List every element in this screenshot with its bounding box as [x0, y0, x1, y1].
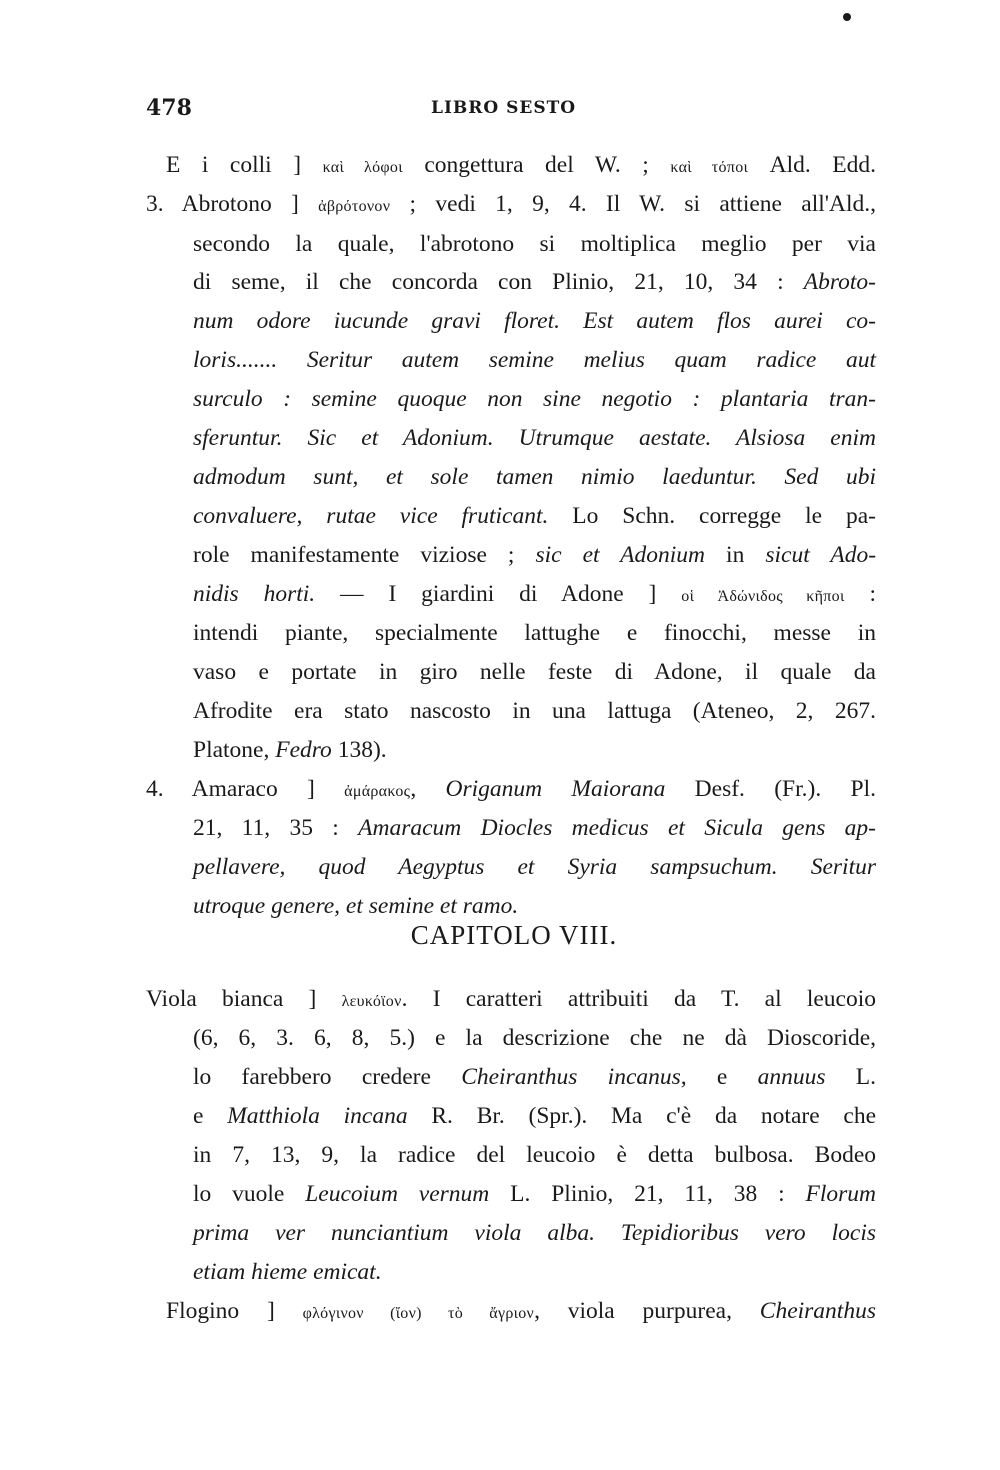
text-span: Lo Schn. corregge le pa-: [548, 503, 876, 529]
greek-term: καὶ τόποι: [670, 159, 749, 176]
text-span: . I caratteri attribuiti da T. al leucoio: [401, 986, 876, 1012]
text-span: , e: [680, 1064, 758, 1090]
text-span: 138).: [331, 737, 387, 763]
text-line: [193, 1257, 382, 1287]
text-span: Platone,: [193, 737, 276, 763]
text-line: [193, 1062, 876, 1092]
text-line: [193, 229, 876, 259]
text-span: E i colli ]: [166, 152, 323, 178]
text-span: ,: [410, 776, 446, 802]
text-span: L. Plinio, 21, 11, 38 :: [489, 1181, 806, 1207]
italic-text: Origanum Maiorana: [445, 776, 666, 802]
text-line: [193, 423, 876, 453]
text-span: ; vedi 1, 9, 4. Il W. si attiene all'Ald.,: [390, 191, 876, 217]
italic-text: prima ver nunciantium viola alba. Tepidioribus vero locis: [193, 1220, 876, 1246]
text-line: [146, 984, 876, 1017]
text-line: [193, 1140, 876, 1170]
text-line: [193, 891, 518, 921]
text-line: [193, 1218, 876, 1248]
text-span: 4. Amaraco ]: [146, 776, 345, 802]
italic-text: num odore iucunde gravi floret. Est autem flos aurei co-: [193, 308, 876, 334]
italic-text: surculo : semine quoque non sine negotio : plantaria tran-: [193, 386, 876, 412]
italic-text: annuus: [757, 1064, 826, 1090]
text-line: [193, 852, 876, 882]
text-span: Desf. (Fr.). Pl.: [665, 776, 876, 802]
text-line: [193, 1101, 876, 1131]
text-span: lo farebbero credere: [193, 1064, 462, 1090]
greek-term: φλόγινον (ἴον) τὸ ἄγριον: [302, 1305, 535, 1322]
text-line: [146, 189, 876, 222]
text-line: [193, 657, 876, 687]
page-header: [146, 95, 876, 125]
italic-text: utroque genere, et semine et ramo.: [193, 893, 519, 919]
italic-text: Leucoium vernum: [305, 1181, 490, 1207]
text-span: di seme, il che concorda con Plinio, 21, 10, 34 :: [193, 269, 804, 295]
text-line: [193, 618, 876, 648]
italic-text: Fedro: [275, 737, 332, 763]
text-span: congettura del W. ;: [402, 152, 671, 178]
text-line: [166, 1296, 876, 1329]
text-span: 21, 11, 35 :: [193, 815, 359, 841]
italic-text: admodum sunt, et sole tamen nimio laeduntur. Sed ubi: [193, 464, 876, 490]
italic-text: pellavere, quod Aegyptus et Syria sampsuchum. Seritur: [193, 854, 876, 880]
text-line: [193, 306, 876, 336]
text-span: secondo la quale, l'abrotono si moltiplica meglio per via: [193, 231, 876, 257]
page-number: 478: [146, 95, 192, 121]
text-line: [146, 774, 876, 807]
text-span: :: [844, 581, 876, 607]
greek-term: καὶ λόφοι: [322, 159, 403, 176]
text-line: [193, 501, 876, 531]
text-span: (6, 6, 3. 6, 8, 5.) e la descrizione che ne dà Dioscoride,: [193, 1025, 876, 1051]
text-line: [193, 345, 876, 375]
text-line: [193, 1023, 876, 1053]
text-span: role manifestamente viziose ;: [193, 542, 536, 568]
text-line: [193, 579, 876, 612]
ink-dot: [843, 13, 851, 21]
italic-text: Cheiranthus incanus: [461, 1064, 681, 1090]
greek-term: οἱ Ἀδώνιδος κῆποι: [681, 588, 845, 605]
text-line: [193, 735, 387, 765]
text-span: 3. Abrotono ]: [146, 191, 319, 217]
text-span: Afrodite era stato nascosto in una lattuga (Ateneo, 2, 267.: [193, 698, 876, 724]
text-span: lo vuole: [193, 1181, 306, 1207]
italic-text: Cheiranthus: [759, 1298, 876, 1324]
text-line: [193, 813, 876, 843]
text-span: Ald. Edd.: [748, 152, 877, 178]
text-line: [193, 540, 876, 570]
text-span: in: [705, 542, 766, 568]
greek-term: λευκόϊον: [341, 993, 402, 1010]
text-span: in 7, 13, 9, la radice del leucoio è detta bulbosa. Bodeo: [193, 1142, 876, 1168]
italic-text: loris....... Seritur autem semine melius quam radice aut: [193, 347, 876, 373]
text-span: vaso e portate in giro nelle feste di Adone, il quale da: [193, 659, 876, 685]
italic-text: convaluere, rutae vice fruticant.: [193, 503, 549, 529]
text-span: , viola purpurea,: [534, 1298, 760, 1324]
italic-text: etiam hieme emicat.: [193, 1259, 382, 1285]
text-line: [193, 696, 876, 726]
text-span: L.: [825, 1064, 877, 1090]
italic-text: sferuntur. Sic et Adonium. Utrumque aestate. Alsiosa enim: [193, 425, 876, 451]
greek-term: ἀμάρακος: [344, 783, 411, 800]
text-line: [193, 267, 876, 297]
text-line: [193, 1179, 876, 1209]
running-title: LIBRO SESTO: [431, 98, 577, 118]
italic-text: Florum: [805, 1181, 876, 1207]
text-line: [193, 462, 876, 492]
italic-text: sic et Adonium: [535, 542, 706, 568]
italic-text: Matthiola incana: [227, 1103, 408, 1129]
text-line: [166, 150, 876, 183]
greek-term: ἀβρότονον: [318, 198, 391, 215]
text-span: Flogino ]: [166, 1298, 303, 1324]
text-span: — I giardini di Adone ]: [315, 581, 682, 607]
italic-text: sicut Ado-: [765, 542, 877, 568]
text-span: e: [193, 1103, 228, 1129]
text-span: intendi piante, specialmente lattughe e finocchi, messe in: [193, 620, 876, 646]
text-span: Viola bianca ]: [146, 986, 342, 1012]
text-line: [193, 384, 876, 414]
chapter-title: CAPITOLO VIII.: [410, 920, 618, 950]
italic-text: Abroto-: [803, 269, 876, 295]
text-span: R. Br. (Spr.). Ma c'è da notare che: [407, 1103, 877, 1129]
italic-text: Amaracum Diocles medicus et Sicula gens ap-: [358, 815, 876, 841]
italic-text: nidis horti.: [193, 581, 316, 607]
